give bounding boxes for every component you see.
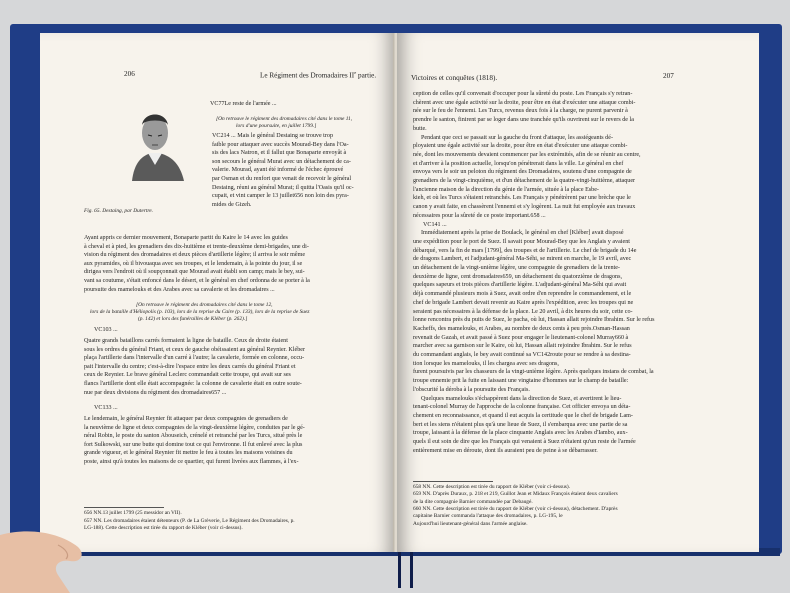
text-line: kieh, et où les Turcs s'étaient retranchés. Les Français y pénétrèrent par une brèche que le — [413, 195, 631, 202]
text-line: marcher avec sa garnison sur le Kaire, où lui, Hassan allait rejoindre Ibrahim. Sur le refus — [413, 343, 632, 350]
footnote: Aujourd'hui lieutenant-général dans l'armée anglaise. — [413, 520, 528, 527]
text-line: envoya vers le soir un peloton du régiment des Dromadaires, soutenu d'une compagnie de — [413, 169, 632, 176]
text-line: VC77Le reste de l'armée ... — [210, 101, 277, 107]
text-line: et d'arriver à la position actuelle, lorsqu'on pénétrerait dans la ville. Le général en chef — [413, 160, 624, 167]
text-line: deuxième de ligne, cent dromadaires659, un détachement du quatorzième de dragons, — [413, 273, 622, 280]
text-line: sous les ordres du général Friant, et ceux de gauche obéissaient au général Reynier. Kléber — [84, 346, 305, 353]
text-line: canon y avait faite, en chassèrent l'ennemi et s'y logèrent. La nuit fut employée aux travaux — [413, 204, 636, 211]
text-line: l'ancienne maison de la direction du génie de l'armée, située à la place Esbe- — [413, 186, 599, 193]
text-line: une expédition pour le port de Suez. Il savait pour Mourad-Bey que les Anglais y avaient — [413, 238, 630, 245]
text-line: lonne rencontra près du puits de Suez, le pacha, où lui, Hassan allait rejoindre Ibrahim. Sur le refus — [413, 317, 655, 324]
footnote: LG-188). Cette description est tirée du rapport de Kléber (voir ci-dessus). — [84, 525, 243, 531]
text-line: vision du régiment des dromadaires et deux pièces d'artillerie légère; il arriva le soir même — [84, 252, 306, 259]
text-line: l'obscurité la déroba à la poursuite des Français. — [413, 386, 530, 393]
text-line: Immédiatement après la prise de Boulack, le général en chef [Kléber] avait disposé — [421, 230, 624, 237]
text-line: seraient pas nécessaires à la défense de la place. Le 20 avril, à dix heures du soir, cette co- — [413, 308, 633, 315]
figure-caption: Fig. 65. Destaing, par Dutertre. — [84, 208, 153, 214]
text-line: VC141 ... — [423, 221, 447, 228]
footnote: 657 NN. Les dromadaires étaient détenteurs (P. de La Grèverie, Le Régiment des Dromadaires, p. — [84, 517, 295, 524]
text-line: née, dont les mouvements devaient commencer par les extrémités, afin de se réunir au centre, — [413, 151, 641, 158]
footnote: 659 NN. D'après Duraux, p. 218 et 219, Guillot Jean et Midaux François étaient deux cavaliers — [413, 491, 618, 498]
text-line: lors de la bataille d'Héliopolis (p. 103), lors de la reprise du Caire (p. 133), lors de la reprise de Suez — [90, 309, 310, 315]
text-line: chef de brigade Lambert devait revenir au Kaire après l'expédition, avec les troupes qui ne — [413, 299, 634, 306]
text-line: troupe ennemie prit la fuite en laissant une vingtaine d'hommes sur le champ de bataille: — [413, 378, 629, 385]
text-line: quelques sapeurs et trois pièces d'artillerie légère. L'adjudant-général Ma-Séhi qui avait — [413, 282, 627, 289]
ribbon-bookmark — [410, 548, 413, 588]
text-line: son secours le général Murat avec un détachement de ca- — [212, 158, 351, 165]
text-line: nue par deux divisions du régiment des dromadaires657 ... — [84, 389, 227, 396]
reader-hand — [0, 505, 110, 593]
text-line: pait l'intervalle du centre; c'est-à-dire l'espace entre les deux carrés du général Friant et — [84, 363, 296, 370]
text-line: bert et les siens n'étaient plus qu'à une lieue de Suez, il s'embarqua avec une partie de sa — [413, 421, 628, 428]
page-number: 206 — [124, 70, 135, 78]
text-line: de dragons Lambert, et l'adjudant-général Ma-Séhi, se mirent en marche, le 19 avril, avec — [413, 256, 632, 263]
text-line: Quatre grands bataillons carrés formaient la ligne de bataille. Ceux de droite étaient — [84, 338, 288, 344]
footnote: 658 NN. Cette description est tirée du rapport de Kléber (voir ci-dessus). — [413, 484, 571, 490]
text-line: débarqué, vers la fin de mars [1799], des troupes et de l'artillerie. Le chef de brigade du 14e — [413, 247, 637, 254]
text-line: revenait de Gazah, et avait passé à Suez pour engager le lieutenant-colonel Murray660 à — [413, 334, 629, 341]
footnote: 656 NN.13 juillet 1799 (25 messidor an VII). — [84, 510, 182, 516]
text-line: lors d'une poursuite, en juillet 1799.] — [236, 123, 317, 129]
text-line: ceux de Reynier. Le brave général Leclerc commandait cette troupe, qui avait sur ses — [84, 372, 291, 379]
text-line: cupait, et vint camper le 13 juillet656 non loin des pyra- — [212, 193, 349, 200]
text-line: déjà commandé plusieurs mois à Suez, avait ordre d'en reprendre le commandement, et le — [413, 291, 632, 298]
text-line: aux pyramides, où il bivouaqua avec ses troupes, et le lendemain, à la pointe du jour, il se — [84, 260, 303, 267]
text-line: Kacheffs, des mamelouks, et Arabes, au nombre de deux cents à peu près.Osman-Hassan — [413, 325, 630, 332]
text-line: grande vigueur, et le général Reynier fit mettre le feu à toutes les maisons voisines du — [84, 450, 293, 457]
text-line: tion lorsque les mamelouks, il les chargea avec ses dragons, — [413, 360, 559, 367]
text-line: valerie. Mourad, ayant été informé de l'échec éprouvé — [212, 167, 344, 174]
text-line: la neuvième de ligne et deux compagnies de la vingt-deuxième légère, conduites par le gé- — [84, 424, 305, 431]
text-line: chement en reconnaissance, et quand il eut acquis la certitude que le chef de brigade Lam- — [413, 412, 633, 419]
text-line: plaça l'artillerie dans l'intervalle d'un carré à l'autre; la cavalerie, formée en colonne, occu- — [84, 355, 305, 362]
text-line: prendre le santon, finirent par se loger dans une tranchée qu'ils ouvrirent sur le revers de la — [413, 117, 634, 124]
text-line: un détachement de la vingt-unième légère, une compagnie de grenadiers de la trente- — [413, 265, 620, 271]
text-line: (p. 142) et lors des funérailles de Kléber (p. 262).] — [138, 316, 248, 322]
text-line: ployaient une égale activité sur la droite, pour être en état d'exécuter une attaque combi- — [413, 143, 628, 150]
text-line: faible pour attaquer avec succès Mourad-Bey dans l'Oa- — [212, 141, 349, 148]
running-head: Victoires et conquêtes (1818). — [411, 74, 498, 82]
text-line: sis des lacs Natron, et il fallut que Bonaparte envoyât à — [212, 150, 347, 157]
text-line: [On retrouve le régiment des dromadaires cité dans le tome 11, — [216, 116, 353, 122]
text-line: VC214 ... Mais le général Destaing se trouve trop — [212, 133, 334, 139]
text-line: Pendant que ceci se passait sur la gauche du front d'attaque, les assiégeants dé- — [421, 134, 613, 141]
text-line: entièrement mise en déroute, dont ils auraient peu de peine à se débarrasser. — [413, 447, 598, 454]
text-line: poste, ainsi qu'à toutes les maisons de ce quartier, qui furent livrées aux flammes, à l'ex- — [84, 459, 299, 465]
text-line: néral Robin, le poste du santon Abouseich, crénelé et retranché par les Turcs, situé près le — [84, 433, 303, 440]
text-line: Le lendemain, le général Reynier fit attaquer par deux compagnies de grenadiers de — [84, 416, 288, 422]
text-line: butte. — [413, 125, 427, 132]
text-line: grenadiers de la vingt-cinquième, et d'un détachement de la quatre-vingt-huitième, attaquer — [413, 178, 636, 184]
text-line: VC103 ... — [94, 327, 118, 333]
text-line: [On retrouve le régiment des dromadaires cité dans le tome 12, — [136, 302, 273, 308]
footnote: de la dite compagnie Barnier commandée par Debaugé. — [413, 498, 533, 505]
text-line: du commandant anglais, le bey avait continué sa VC142route pour se rendre à sa destina- — [413, 352, 631, 358]
text-line: à cheval et à pied, les grenadiers des dix-huitième et trente-deuxième demi-brigades, une di- — [84, 243, 309, 250]
text-line: Ayant appris ce dernier mouvement, Bonaparte partit du Kaire le 14 avec les guides — [84, 235, 288, 241]
text-line: Quelques mamelouks s'échappèrent dans la direction de Suez, et avertirent le lieu- — [421, 395, 622, 402]
page-number: 207 — [663, 72, 674, 80]
text-line: ception de celles qu'il convenait d'occuper pour la sûreté du poste. Les Français s'y retran- — [413, 91, 633, 97]
text-line: Destaing, réuni au général Murat; il quitta l'Oasis qu'il oc- — [212, 184, 354, 191]
text-line: furent poursuivis par les chasseurs de la vingt-unième légère. Après quelques instans de combat, la — [413, 369, 654, 376]
footnote-rule — [413, 481, 493, 482]
text-line: par Osman et du renfort que venait de recevoir le général — [212, 176, 352, 182]
text-line: vant sa coutume, s'était enfoncé dans le désert, et le général en chef ordonna de se porter à la — [84, 278, 310, 284]
ribbon-bookmark — [398, 548, 401, 588]
text-line: quels il eut soin de dire que les Français qui venaient à Suez n'étaient qu'un reste de l'armée — [413, 439, 636, 445]
running-head: Le Régiment des Dromadaires IIe partie. — [260, 70, 377, 80]
text-line: née sur le feu de l'ennemi. Les Turcs, revenus deux fois à la charge, ne purent parvenir à — [413, 108, 628, 115]
text-line: flancs l'artillerie dont elle était accompagnée: la colonne de cavalerie était en outre soute- — [84, 381, 302, 387]
footnote: capitaine Barnier commanda l'attaque des dromadaires, p. LG-195, le — [413, 513, 563, 520]
text-line: mides de Gizeh. — [212, 201, 252, 208]
text-line: tenant-colonel Murray de l'approche de la colonne française. Cet officier envoya un déta- — [413, 404, 631, 411]
right-page — [397, 33, 759, 552]
text-line: poursuite des mamelouks et des Arabes avec sa cavalerie et les dromadaires ... — [84, 286, 275, 293]
text-line: chèrent avec une égale activité sur la droite, pour être en état d'exécuter une attaque combi- — [413, 99, 636, 106]
text-line: fort Sulkowski, sur une butte qui domine tout ce qui l'environne. Il fut enlevé avec la plus — [84, 441, 303, 448]
footnote: 660 NN. Cette description est tirée du rapport de Kléber (voir ci-dessus), détachement. D'après — [413, 505, 618, 512]
text-line: troupe, laissant à la défense de la place cinquante Anglais avec les Arabes d'Iambo, aux- — [413, 430, 628, 437]
text-line: nécessaires pour la sûreté de ce poste important.658 ... — [413, 212, 546, 219]
portrait-engraving — [122, 103, 188, 181]
left-page — [40, 33, 395, 552]
text-line: VC133 ... — [94, 405, 118, 411]
text-line: dirigea vers l'endroit où il soupçonnait que Mourad avait établi son camp; mais le bey, sui- — [84, 269, 305, 276]
